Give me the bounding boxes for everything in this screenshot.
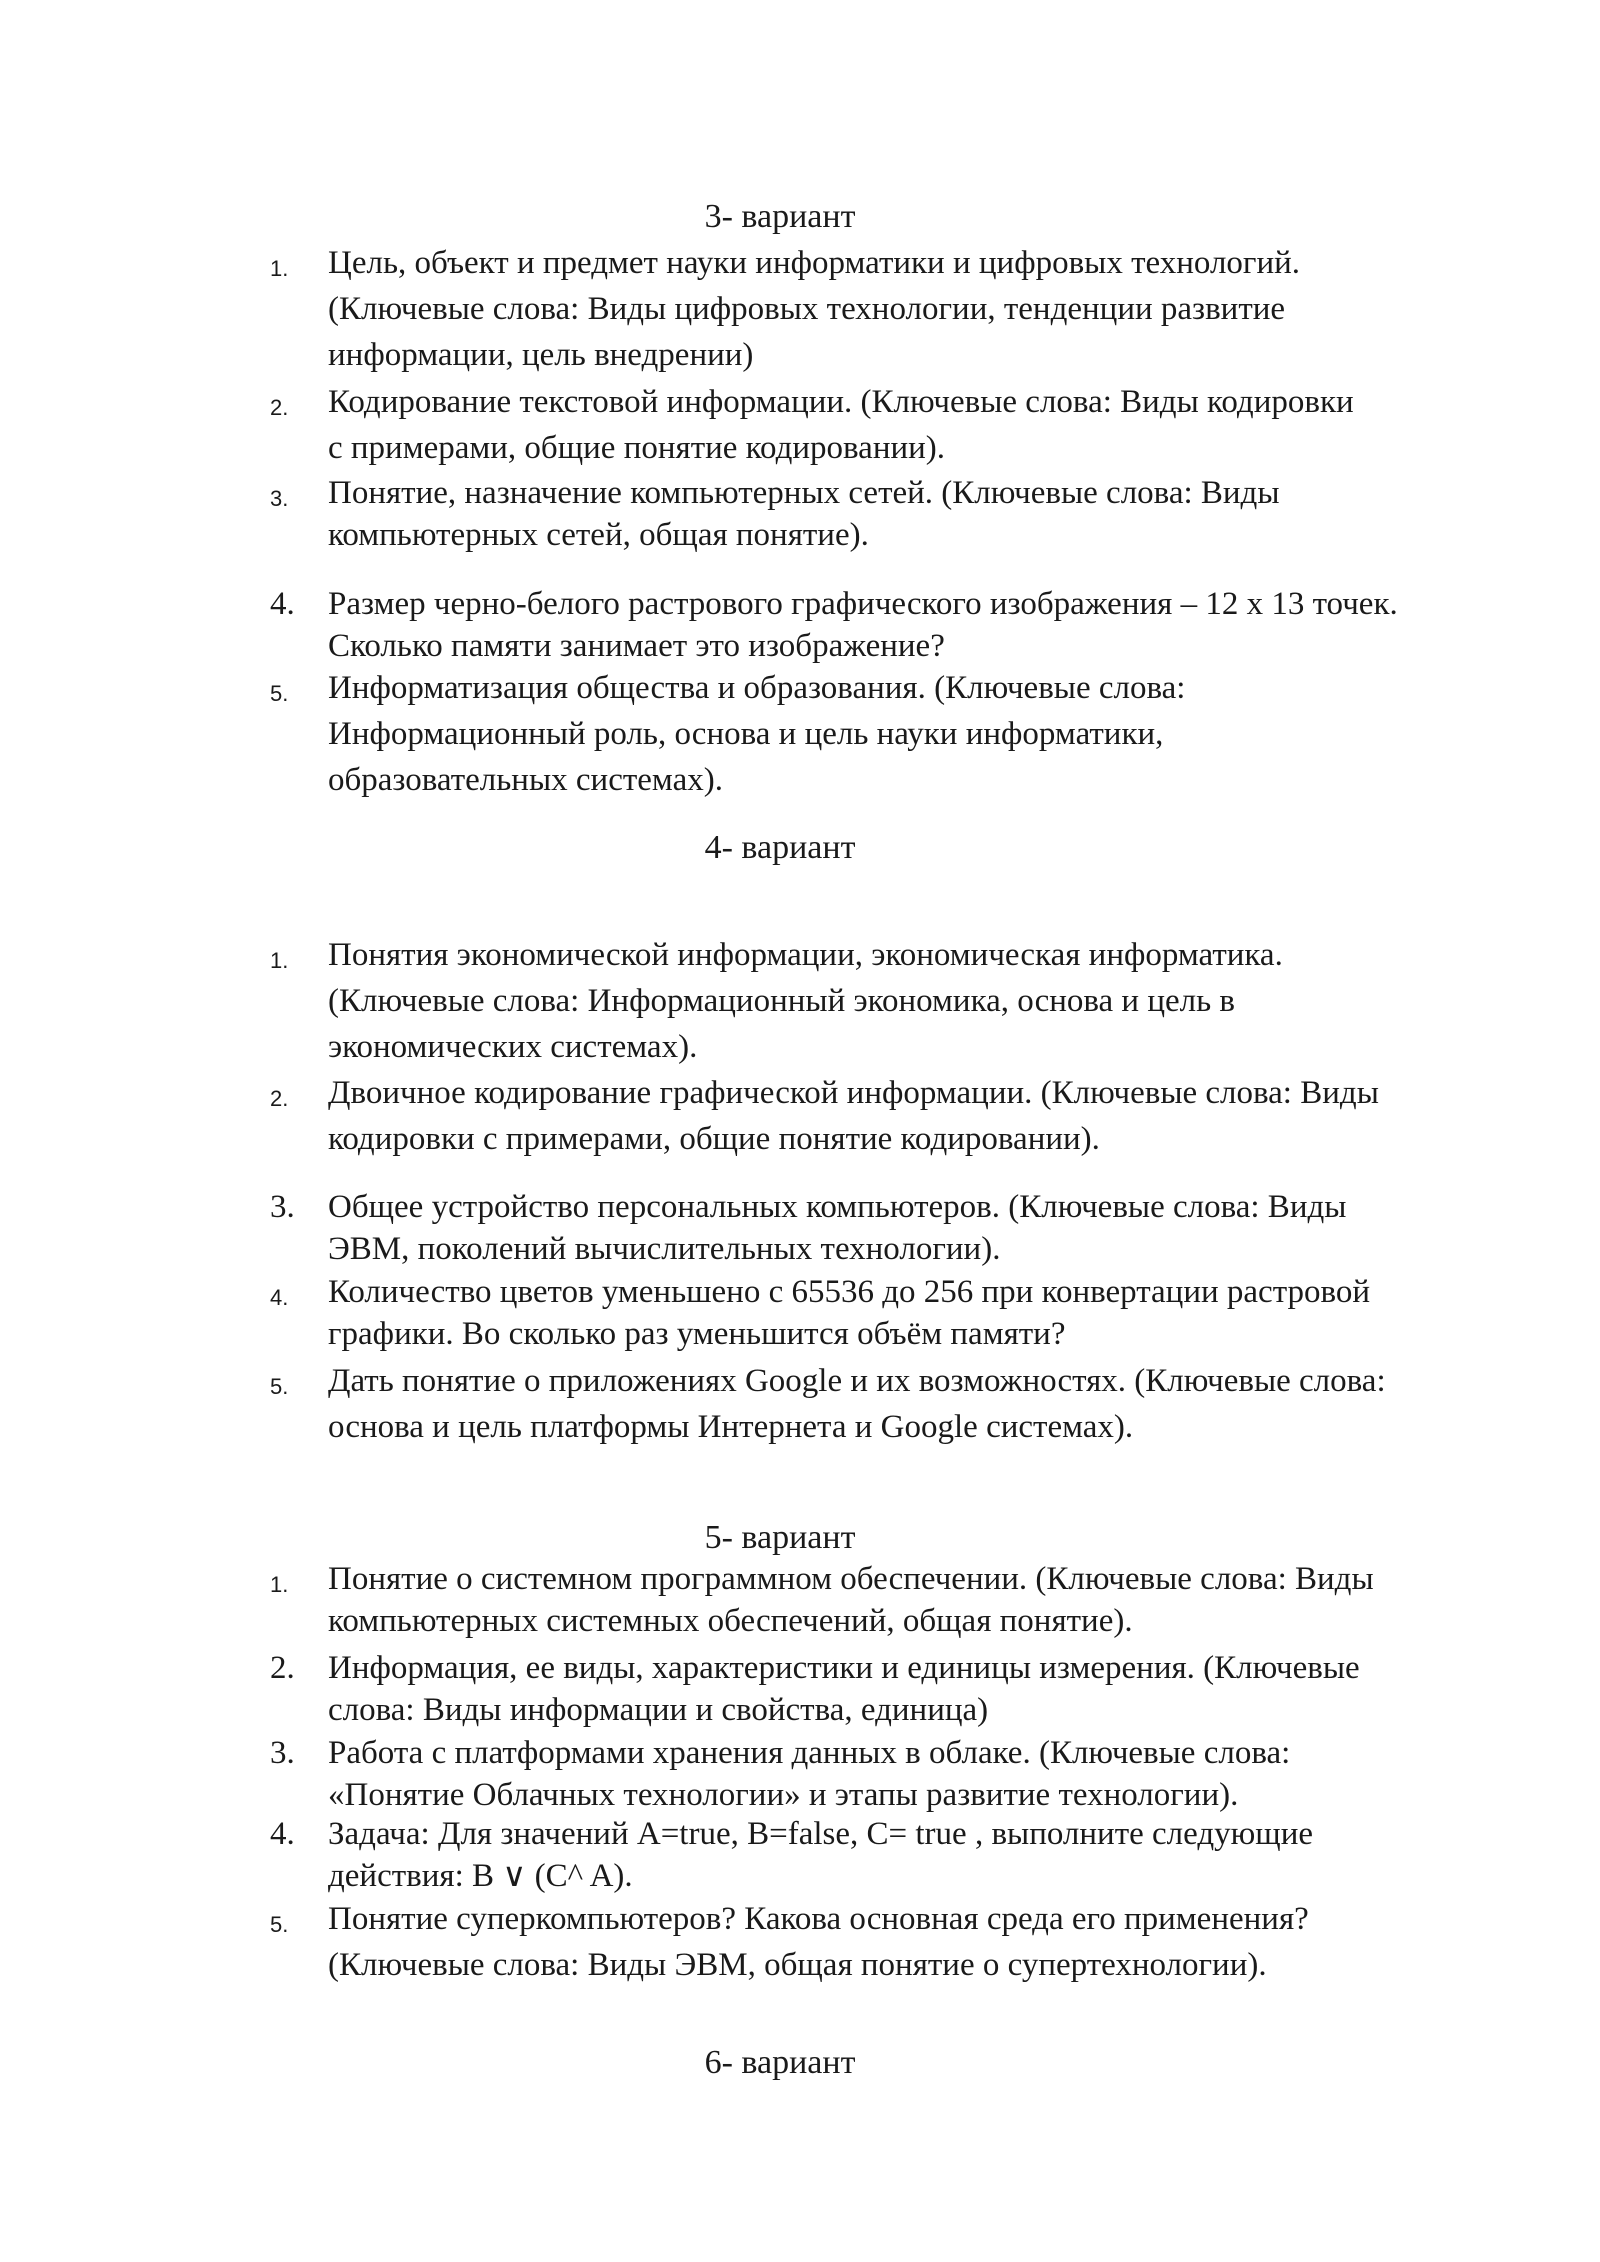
variant-5-item-3: 3. Работа с платформами хранения данных в облаке. (Ключевые слова: «Понятие Облачных технологии» и этапы развитие технологии). — [270, 1735, 1291, 1813]
variant-5-title: 5- вариант — [704, 1519, 856, 1556]
variant-4-title: 4- вариант — [704, 829, 856, 866]
variant-5-item-1: 1. Понятие о системном программном обеспечении. (Ключевые слова: Виды компьютерных системных обеспечений, общая понятие). — [270, 1561, 1374, 1639]
variant-5-item-2: 2. Информация, ее виды, характеристики и единицы измерения. (Ключевые слова: Виды информации и свойства, единица) — [270, 1650, 1360, 1728]
variant-3-item-2: 2. Кодирование текстовой информации. (Ключевые слова: Виды кодировки с примерами, общие понятие кодировании). — [270, 384, 1354, 466]
variant-3-item-3: 3. Понятие, назначение компьютерных сетей. (Ключевые слова: Виды компьютерных сетей, общая понятие). — [270, 475, 1280, 553]
variant-4-item-3: 3. Общее устройство персональных компьютеров. (Ключевые слова: Виды ЭВМ, поколений вычислительных технологии). — [270, 1189, 1347, 1267]
variant-5-item-4: 4. Задача: Для значений A=true, B=false, C= true , выполните следующие действия: B ∨ (C^ A). — [270, 1816, 1314, 1894]
variant-6-title: 6- вариант — [704, 2044, 856, 2081]
variant-5-item-5: 5. Понятие суперкомпьютеров? Какова основная среда его применения? (Ключевые слова: Виды ЭВМ, общая понятие о супертехнологии). — [270, 1901, 1309, 1983]
variant-3-item-4: 4. Размер черно-белого растрового графического изображения – 12 х 13 точек. Сколько памяти занимает это изображение? — [270, 586, 1398, 664]
variant-4-item-2: 2. Двоичное кодирование графической информации. (Ключевые слова: Виды кодировки с примерами, общие понятие кодировании). — [270, 1075, 1379, 1157]
variant-4-item-4: 4. Количество цветов уменьшено с 65536 до 256 при конвертации растровой графики. Во сколько раз уменьшится объём памяти? — [270, 1274, 1371, 1352]
variant-3-item-1: 1. Цель, объект и предмет науки информатики и цифровых технологий. (Ключевые слова: Виды цифровых технологии, тенденции развитие информации, цель внедрении) — [270, 245, 1301, 373]
variant-3-item-5: 5. Информатизация общества и образования. (Ключевые слова: Информационный роль, основа и цель науки информатики, образовательных системах). — [270, 670, 1186, 798]
variant-3-title: 3- вариант — [704, 198, 856, 235]
variant-4-item-1: 1. Понятия экономической информации, экономическая информатика. (Ключевые слова: Информационный экономика, основа и цель в экономических системах). — [270, 937, 1283, 1065]
variant-4-item-5: 5. Дать понятие о приложениях Google и их возможностях. (Ключевые слова: основа и цель платформы Интернета и Google системах). — [270, 1363, 1386, 1445]
